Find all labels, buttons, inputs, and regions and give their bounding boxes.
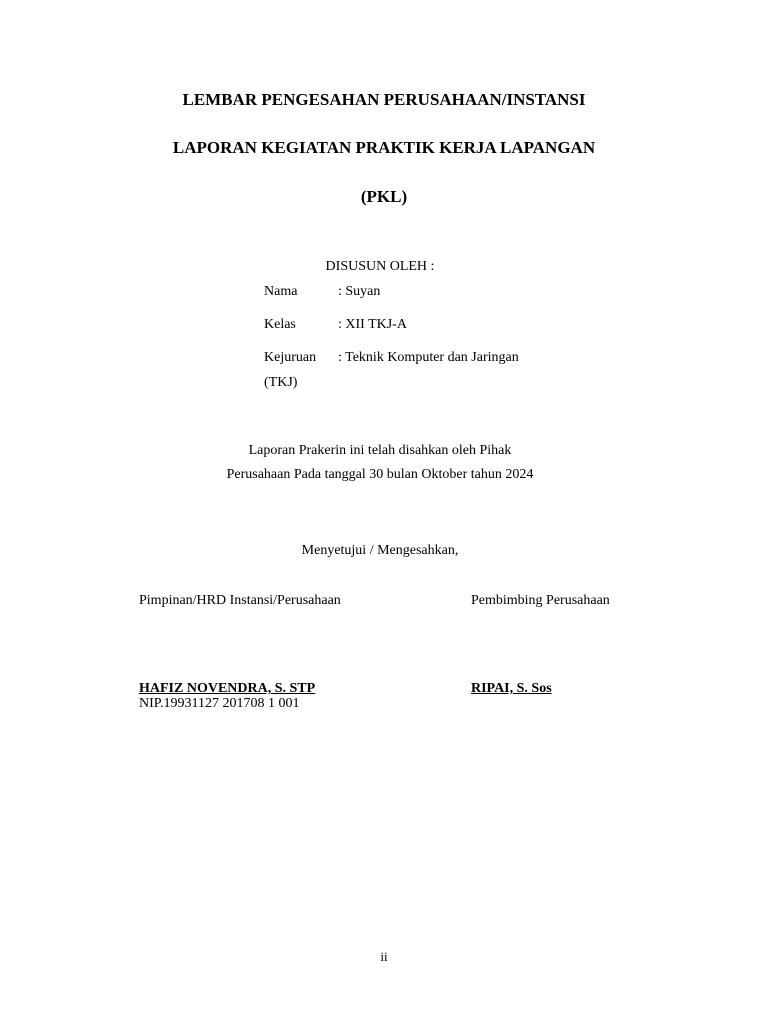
approval-heading: Menyetujui / Mengesahkan, <box>301 543 459 558</box>
major-label: Kejuruan <box>264 350 317 365</box>
left-signatory-name: HAFIZ NOVENDRA, S. STP <box>139 681 316 696</box>
right-signatory-role: Pembimbing Perusahaan <box>471 593 610 608</box>
class-label: Kelas <box>264 317 296 332</box>
class-value: : XII TKJ-A <box>338 317 407 332</box>
author-heading: DISUSUN OLEH : <box>325 259 435 274</box>
left-signatory-role: Pimpinan/HRD Instansi/Perusahaan <box>139 593 341 608</box>
major-value: : Teknik Komputer dan Jaringan <box>338 350 519 365</box>
statement-line-1: Laporan Prakerin ini telah disahkan oleh Pihak <box>248 443 512 458</box>
left-signatory-nip: NIP.19931127 201708 1 001 <box>139 696 300 711</box>
report-title: LAPORAN KEGIATAN PRAKTIK KERJA LAPANGAN <box>172 138 596 157</box>
name-value: : Suyan <box>338 284 381 299</box>
major-continuation: (TKJ) <box>264 375 298 390</box>
name-label: Nama <box>264 284 298 299</box>
statement-line-2: Perusahaan Pada tanggal 30 bulan Oktober tahun 2024 <box>226 467 534 482</box>
right-signatory-name: RIPAI, S. Sos <box>471 681 552 696</box>
document-title: LEMBAR PENGESAHAN PERUSAHAAN/INSTANSI <box>182 90 586 109</box>
page-number: ii <box>380 949 388 964</box>
report-subtitle: (PKL) <box>360 187 408 206</box>
